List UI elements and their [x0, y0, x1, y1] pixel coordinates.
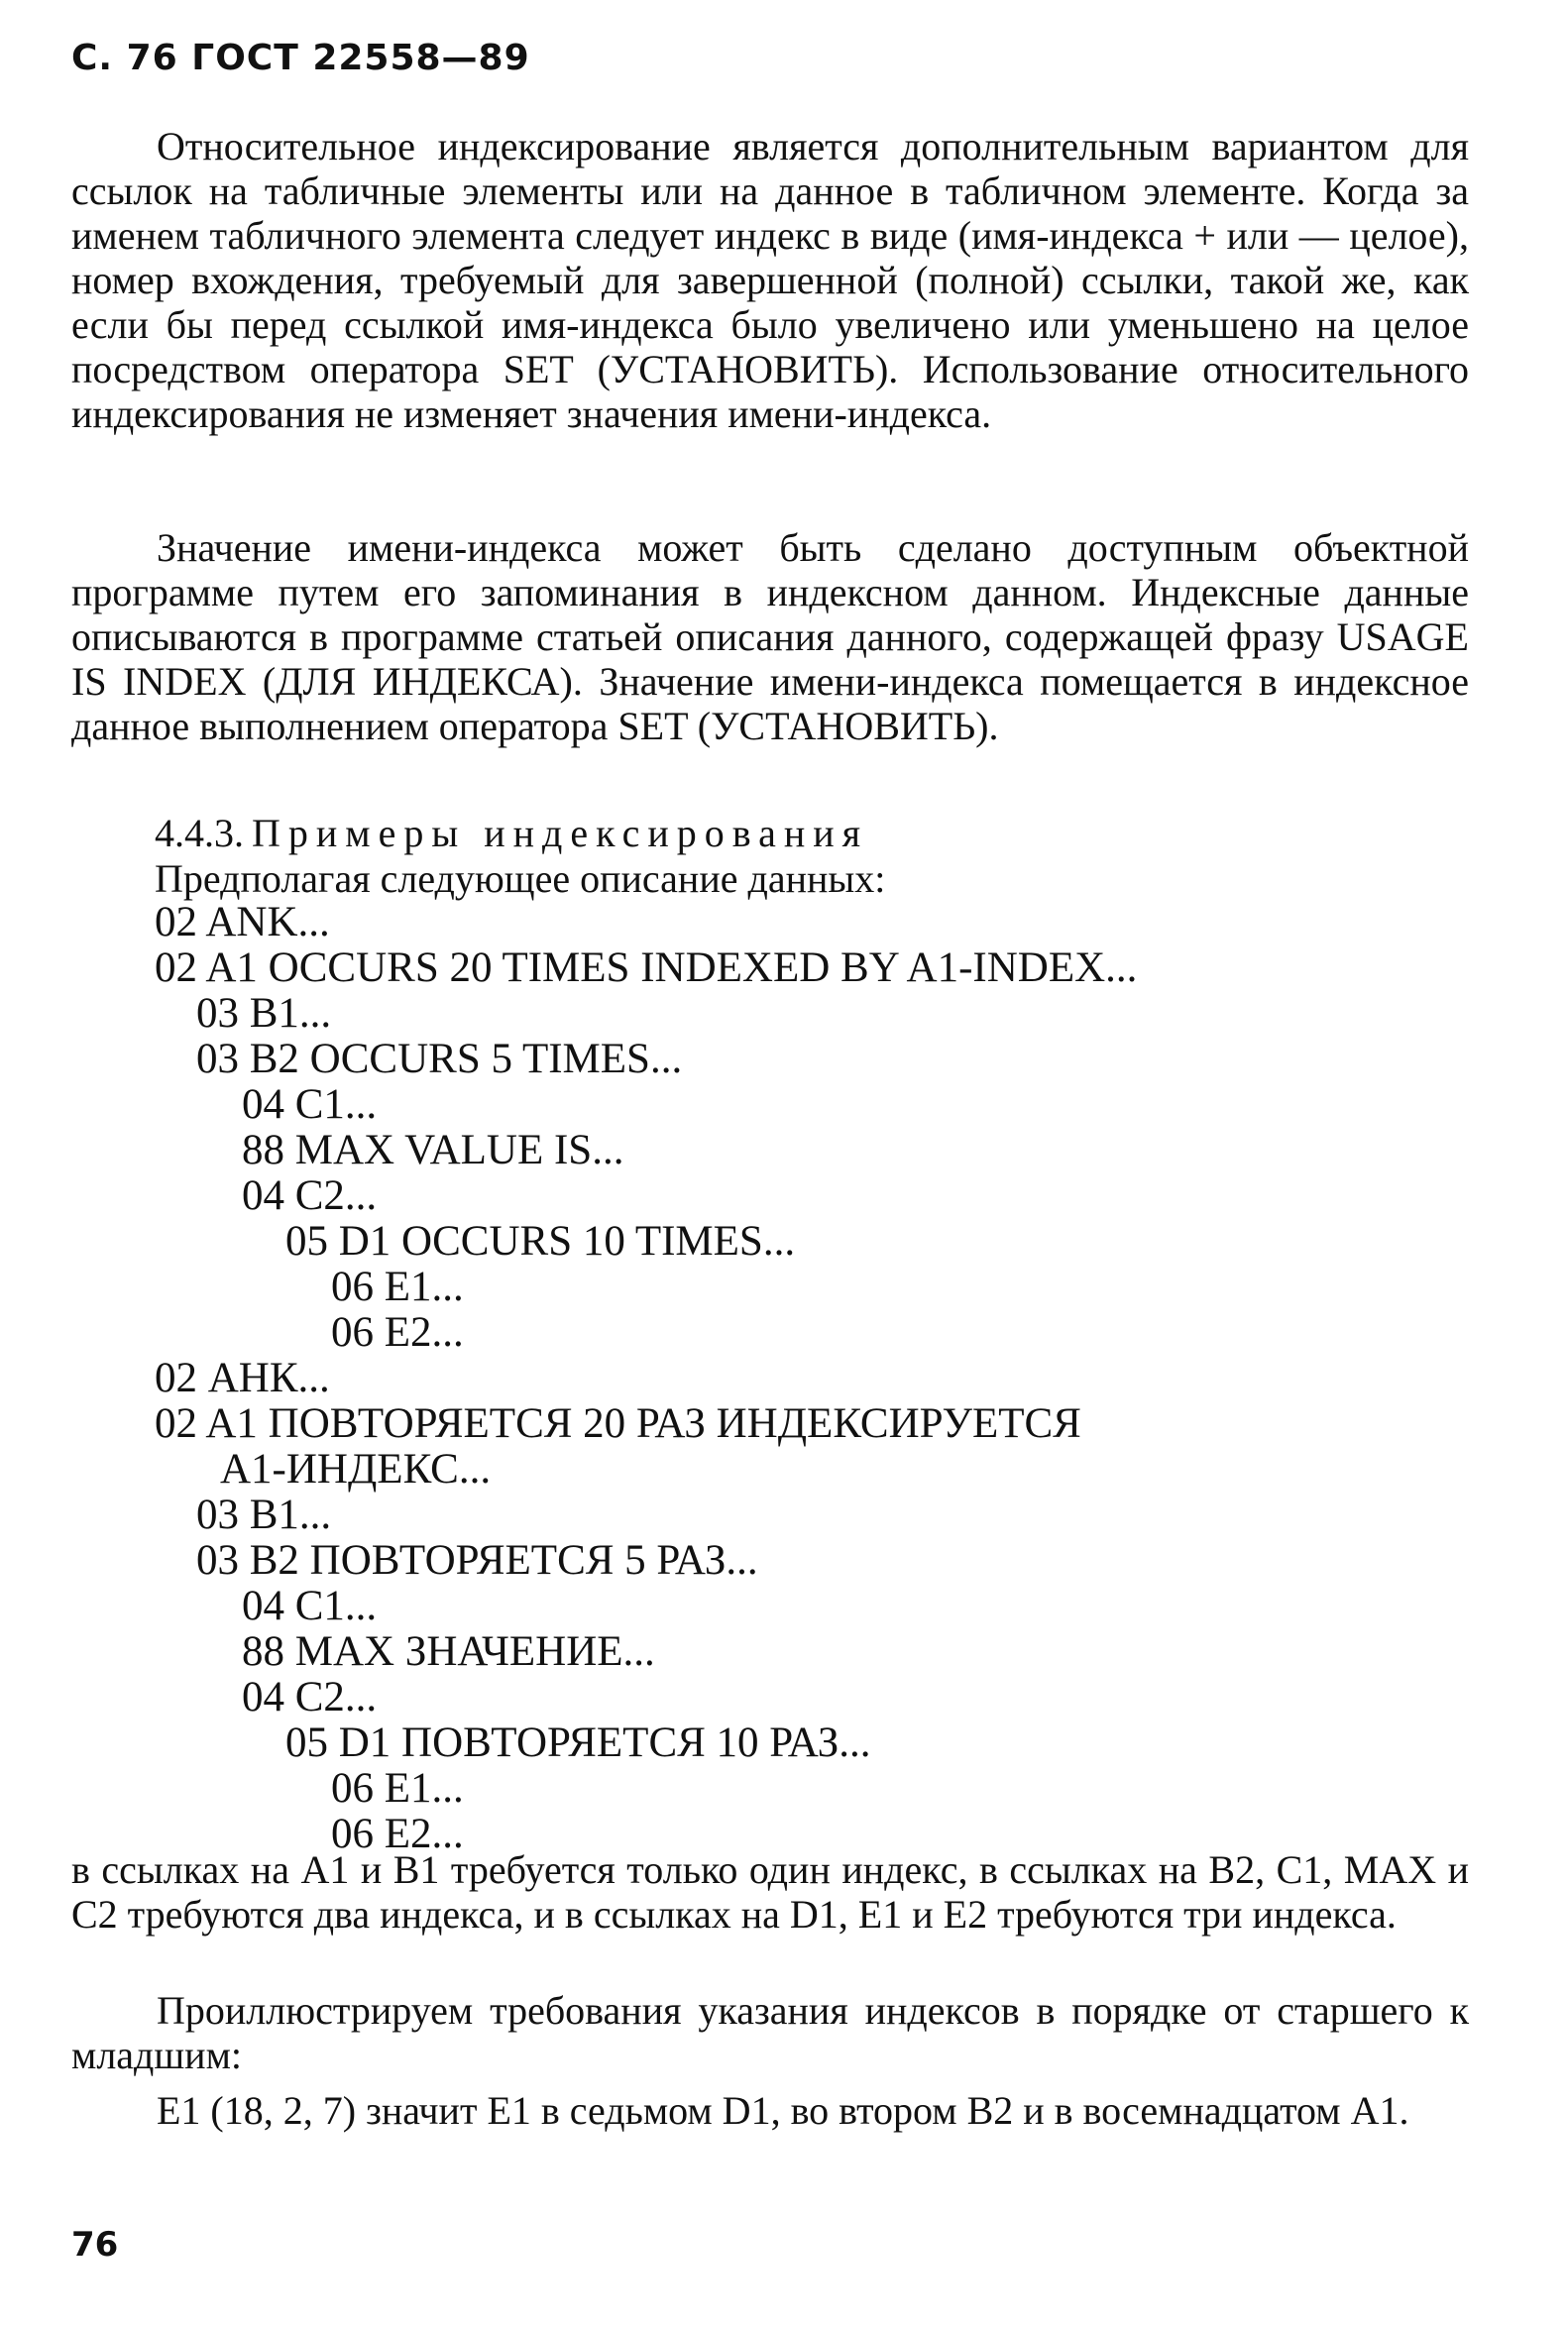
code-line: 06 E1... — [331, 1264, 464, 1310]
section-title: Примеры индексирования — [252, 811, 869, 855]
paragraph-relative-indexing: Относительное индексирование является дополнительным вариантом для ссылок на табличные элементы или на данное в табличном элементе. Когда за именем табличного элемента следует индекс в виде (имя-индекса + или — целое), номер вхождения, требуемый для завершенной (полной) ссылки, такой же, как если бы перед ссылкой имя-индекса было увеличено или уменьшено на целое посредством оператора SET (УСТАНОВИТЬ). Использование относительного индексирования не изменяет значения имени-индекса. — [71, 124, 1469, 436]
page-number: 76 — [71, 2225, 119, 2265]
code-line: 05 D1 OCCURS 10 TIMES... — [285, 1218, 796, 1265]
code-line: 02 A1 OCCURS 20 TIMES INDEXED BY A1-INDEX... — [155, 944, 1138, 991]
code-line: 88 MAX VALUE IS... — [242, 1127, 624, 1173]
code-line: 03 B1... — [196, 990, 332, 1037]
code-line: 06 E1... — [331, 1765, 464, 1812]
code-line: 02 ANK... — [155, 899, 330, 945]
section-heading — [155, 811, 868, 855]
code-line: A1-ИНДЕКС... — [220, 1446, 492, 1493]
code-line: 03 B2 OCCURS 5 TIMES... — [196, 1036, 683, 1082]
code-line: 04 C1... — [242, 1081, 378, 1128]
paragraph-index-order: Проиллюстрируем требования указания индексов в порядке от старшего к младшим: — [71, 1988, 1469, 2077]
page-header: С. 76 ГОСТ 22558—89 — [71, 38, 530, 78]
code-line: 06 E2... — [331, 1309, 464, 1356]
code-line: 06 E2... — [331, 1811, 464, 1857]
code-line: 02 АНК... — [155, 1355, 330, 1401]
code-line: 03 B2 ПОВТОРЯЕТСЯ 5 РАЗ... — [196, 1537, 758, 1584]
code-line: 04 C2... — [242, 1674, 378, 1720]
code-line: 03 B1... — [196, 1492, 332, 1538]
code-line: 88 MAX ЗНАЧЕНИЕ... — [242, 1628, 655, 1675]
section-number: 4.4.3. — [155, 811, 244, 855]
code-line: 05 D1 ПОВТОРЯЕТСЯ 10 РАЗ... — [285, 1719, 871, 1766]
section-intro: Предполагая следующее описание данных: — [155, 856, 886, 901]
code-line: 04 C1... — [242, 1583, 378, 1629]
paragraph-index-data: Значение имени-индекса может быть сделано доступным объектной программе путем его запоминания в индексном данном. Индексные данные описываются в программе статьей описания данного, содержащей фразу USAGE IS INDEX (ДЛЯ ИНДЕКСА). Значение имени-индекса помещается в индексное данное выполнением оператора SET (УСТАНОВИТЬ). — [71, 525, 1469, 748]
code-line: 04 C2... — [242, 1172, 378, 1219]
paragraph-index-counts: в ссылках на A1 и B1 требуется только один индекс, в ссылках на B2, C1, MAX и C2 требуются два индекса, и в ссылках на D1, E1 и E2 требуются три индекса. — [71, 1847, 1469, 1937]
paragraph-example: E1 (18, 2, 7) значит E1 в седьмом D1, во втором B2 и в восемнадцатом A1. — [157, 2088, 1409, 2133]
code-line: 02 A1 ПОВТОРЯЕТСЯ 20 РАЗ ИНДЕКСИРУЕТСЯ — [155, 1400, 1081, 1447]
